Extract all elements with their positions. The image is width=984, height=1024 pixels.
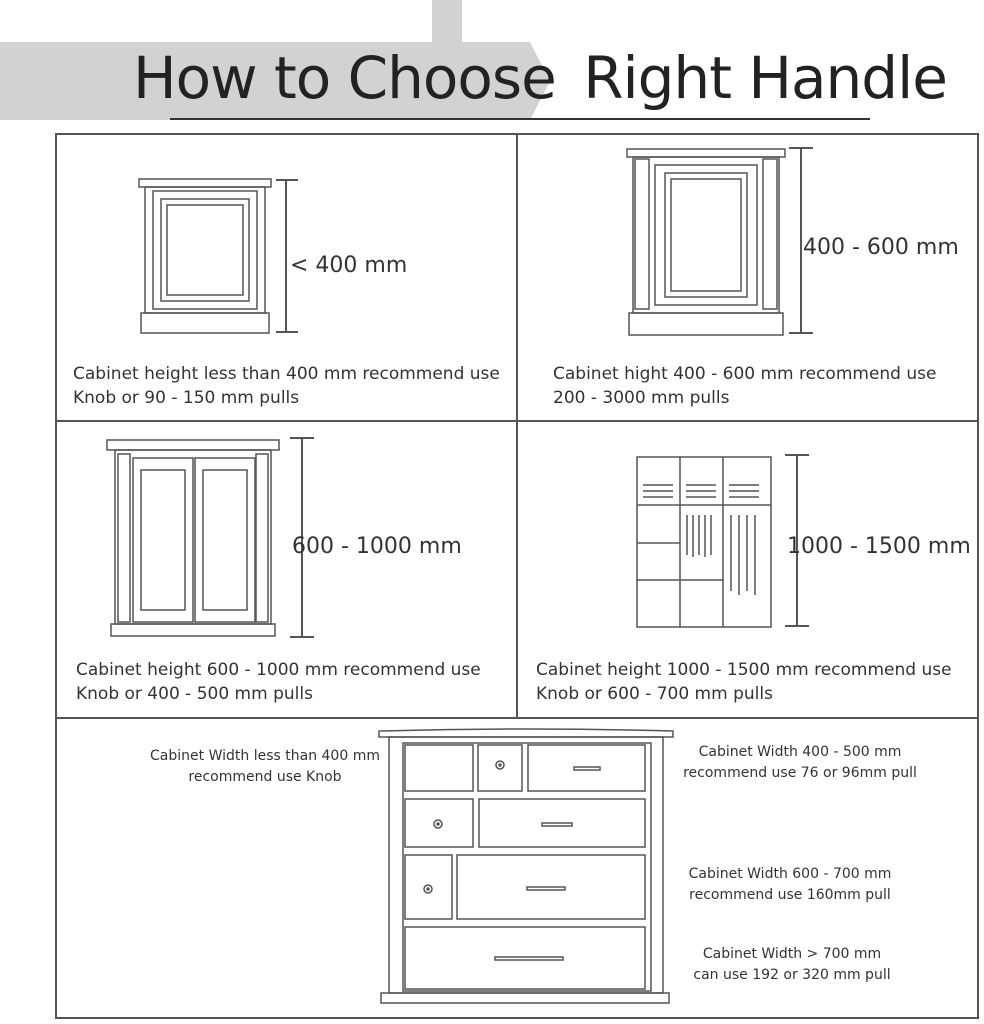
caption-panel-3-line-1: Cabinet height 600 - 1000 mm recommend use	[76, 660, 481, 680]
width-note-3	[670, 864, 910, 906]
measurement-label-panel-1: < 400 mm	[290, 253, 408, 278]
caption-panel-2-line-2: 200 - 3000 mm pulls	[553, 388, 730, 408]
title-underline	[170, 118, 870, 120]
width-note-4	[672, 944, 912, 986]
caption-panel-2-line-1: Cabinet hight 400 - 600 mm recommend use	[553, 364, 937, 384]
measurement-label-panel-4: 1000 - 1500 mm	[787, 534, 971, 559]
caption-panel-3-line-2: Knob or 400 - 500 mm pulls	[76, 684, 313, 704]
width-note-4-line-1: Cabinet Width > 700 mm	[702, 946, 882, 962]
width-note-1	[145, 746, 385, 788]
width-note-2	[680, 742, 920, 784]
caption-panel-4-line-1: Cabinet height 1000 - 1500 mm recommend use	[536, 660, 952, 680]
title-part-2: Right Handle	[583, 44, 947, 112]
width-note-2-line-1: Cabinet Width 400 - 500 mm	[698, 744, 902, 760]
chest-of-drawers-illustration	[375, 727, 675, 1007]
medium-cabinet-illustration	[625, 145, 795, 340]
width-note-1-line-1: Cabinet Width less than 400 mm	[150, 748, 380, 764]
width-note-3-line-2: recommend use 160mm pull	[689, 887, 891, 903]
wardrobe-illustration	[635, 455, 775, 630]
width-note-4-line-2: can use 192 or 320 mm pull	[693, 967, 891, 983]
caption-panel-4-line-2: Knob or 600 - 700 mm pulls	[536, 684, 773, 704]
grid-divider-row-2	[55, 717, 979, 719]
page-title	[133, 44, 947, 112]
caption-panel-1-line-1: Cabinet height less than 400 mm recommend use	[73, 364, 500, 384]
width-note-1-line-2: recommend use Knob	[188, 769, 342, 785]
grid-divider-row-1	[55, 420, 979, 422]
tall-cabinet-illustration	[105, 436, 285, 641]
caption-panel-1-line-2: Knob or 90 - 150 mm pulls	[73, 388, 300, 408]
title-part-1: How to Choose	[133, 44, 556, 112]
grid-divider-vertical	[516, 133, 518, 718]
measurement-label-panel-2: 400 - 600 mm	[803, 235, 959, 260]
measurement-label-panel-3: 600 - 1000 mm	[292, 534, 462, 559]
width-note-3-line-1: Cabinet Width 600 - 700 mm	[688, 866, 892, 882]
width-note-2-line-2: recommend use 76 or 96mm pull	[683, 765, 917, 781]
